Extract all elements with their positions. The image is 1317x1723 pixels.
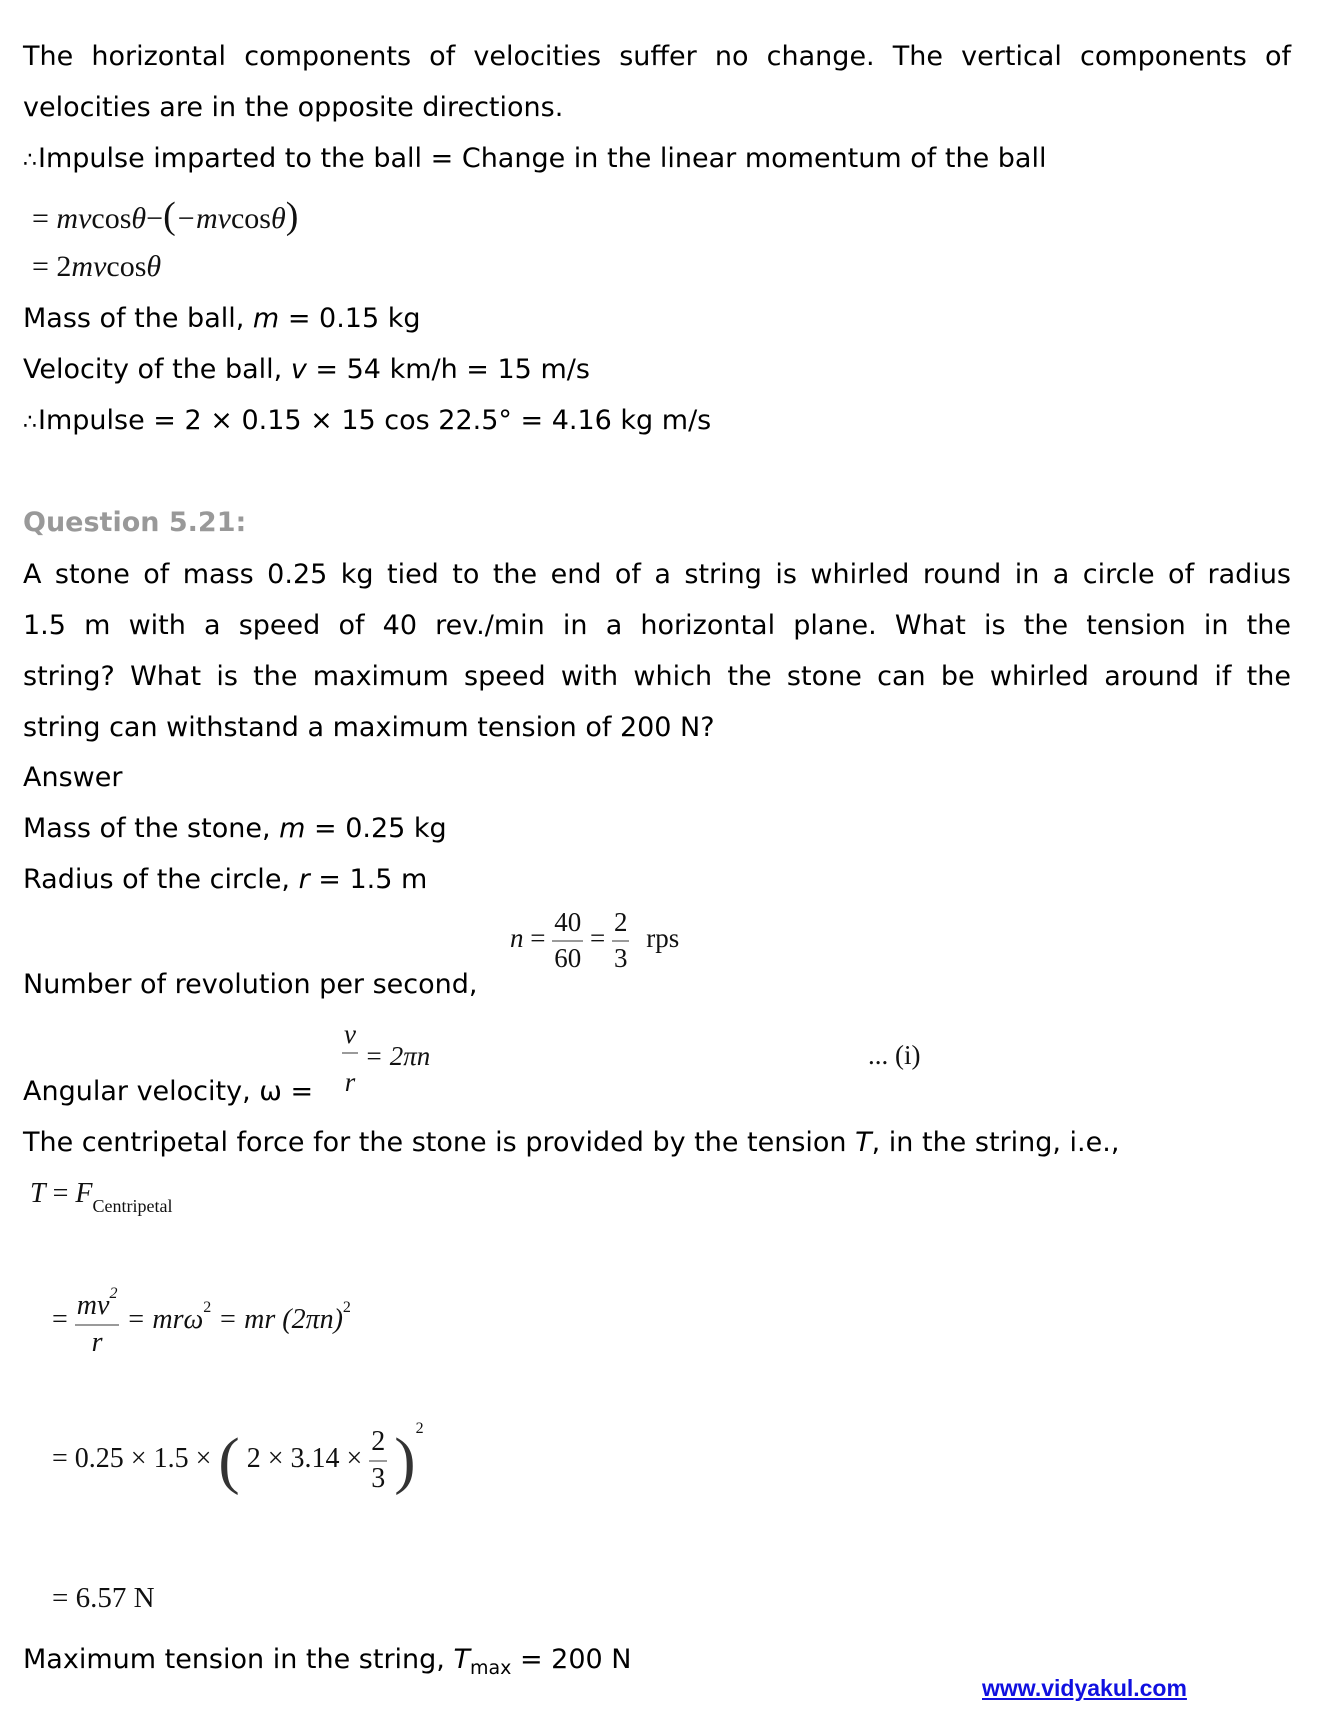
question-line: string can withstand a maximum tension of 200 N? [23, 712, 715, 743]
question-title: Question 5.21: [23, 507, 247, 538]
revolutions-equation: n = $\frac{40}{60}$ = $\frac{2}{3}$ rps [510, 907, 680, 973]
impulse-result: ∴ Impulse = 2 × 0.15 × 15 cos 22.5° = 4.16 kg m/s [23, 405, 712, 436]
question-line: string? What is the maximum speed with which the stone can be whirled around if the [23, 661, 1291, 692]
impulse-statement [23, 142, 1046, 178]
equation-momentum-change: = mvcosθ−(−mvcosθ) [32, 195, 299, 237]
therefore-symbol: ∴ [23, 410, 35, 435]
equation-impulse: = 2mvcosθ [32, 250, 162, 283]
tension-equals-force: $T = F_{Centripetal}$ [30, 1178, 173, 1216]
fraction-2-3: $\frac{2}{3}$ [371, 1425, 386, 1494]
vidyakul-website-link[interactable]: www.vidyakul.com [982, 1675, 1187, 1701]
angular-velocity-equation: $\frac{v}{r}$ = 2πn [344, 1019, 431, 1097]
fraction-v-r: $\frac{v}{r}$ [344, 1019, 356, 1097]
equation-tag: ... (i) [868, 1040, 921, 1070]
angular-velocity-label: Angular velocity, ω = [23, 1076, 314, 1107]
circle-radius: Radius of the circle, r = 1.5 m [23, 864, 428, 895]
ball-velocity: Velocity of the ball, v = 54 km/h = 15 m/s [23, 354, 590, 385]
max-tension: Maximum tension in the string, $T_{max} = 200$ N [23, 1644, 632, 1679]
fraction-mv2-r: $\frac{mv^2}{r}$ [76, 1285, 118, 1358]
centripetal-force-equation: = $\frac{mv^2}{r}$ = mrω$^2$ = mr $(2\pi n)^2$ [52, 1285, 351, 1358]
paragraph-line: The horizontal components of velocities suffer no change. The vertical components of [23, 41, 1291, 72]
question-line: 1.5 m with a speed of 40 rev./min in a horizontal plane. What is the tension in the [23, 610, 1291, 641]
answer-label: Answer [23, 762, 123, 793]
question-line: A stone of mass 0.25 kg tied to the end of a string is whirled round in a circle of radius [23, 559, 1291, 590]
impulse-statement-text: Impulse imparted to the ball = Change in the linear momentum of the ball [38, 143, 1047, 174]
paragraph-line: velocities are in the opposite directions. [23, 92, 564, 123]
tension-result: = 6.57 N [52, 1582, 155, 1614]
numeric-substitution: = 0.25 × 1.5 × ( 2 × 3.14 × $\frac{2}{3}$ )$^2$ [52, 1420, 424, 1496]
therefore-symbol: ∴ [23, 148, 35, 173]
ball-mass: Mass of the ball, m = 0.15 kg [23, 303, 421, 334]
stone-mass: Mass of the stone, m = 0.25 kg [23, 813, 447, 844]
fraction-40-60: $\frac{40}{60}$ [554, 907, 582, 973]
fraction-2-3: $\frac{2}{3}$ [613, 907, 628, 973]
revolutions-label: Number of revolution per second, [23, 969, 478, 1000]
centripetal-statement: The centripetal force for the stone is provided by the tension T, in the string, i.e., [23, 1127, 1120, 1158]
